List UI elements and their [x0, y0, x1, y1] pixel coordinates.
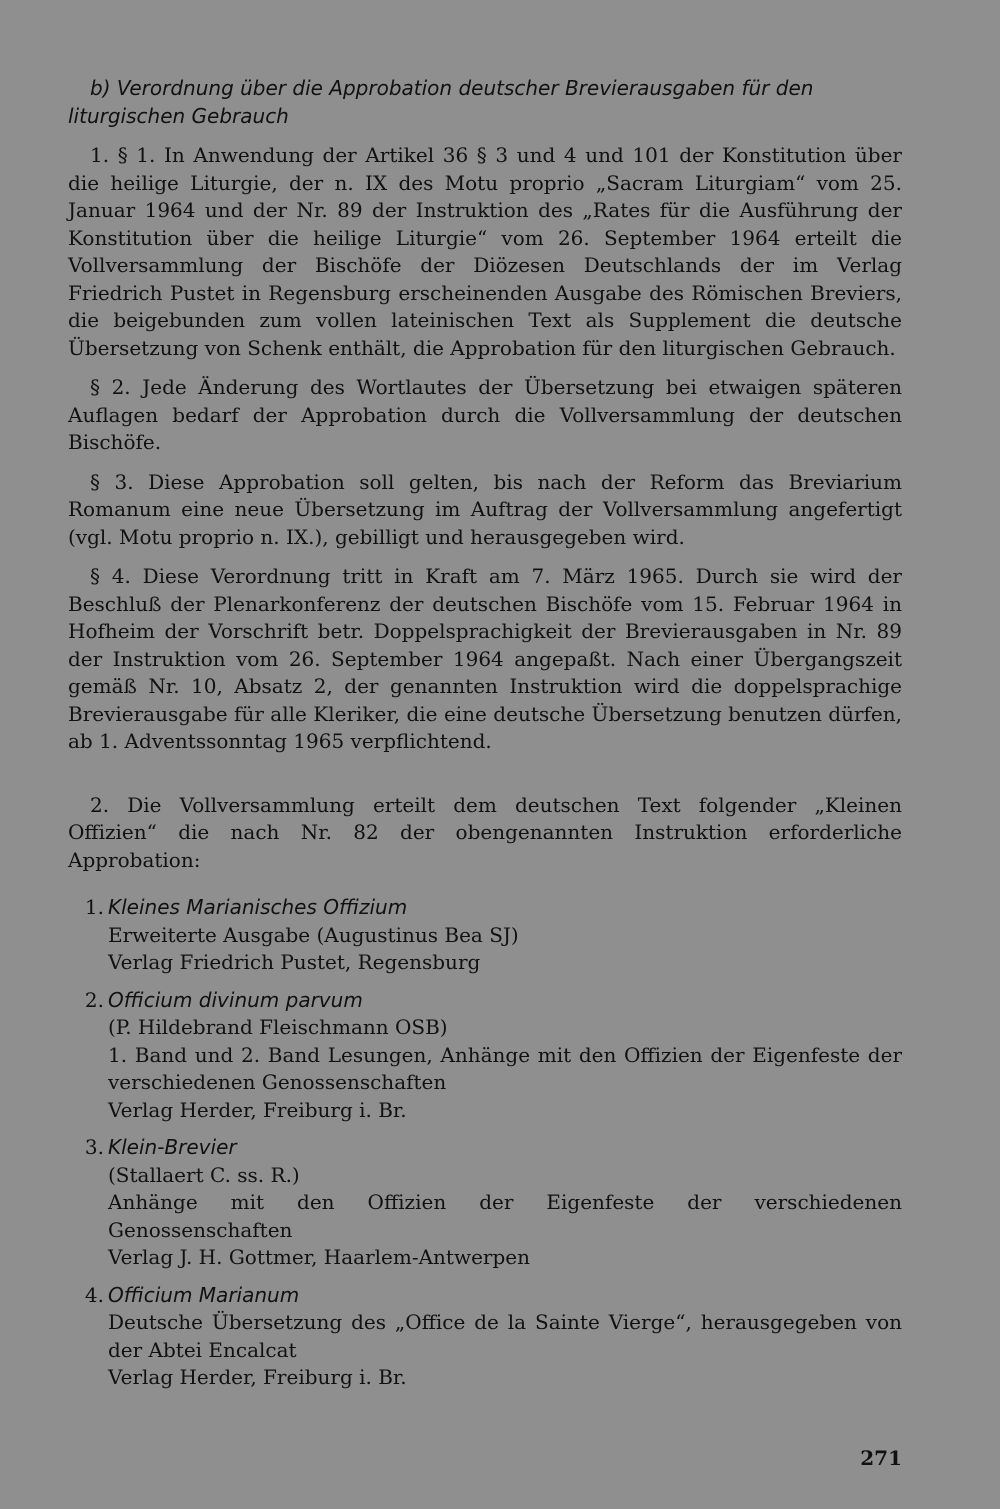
list-item-line: Erweiterte Ausgabe (Augustinus Bea SJ)	[108, 922, 519, 947]
list-item-line: Deutsche Übersetzung des „Office de la Sainte Vierge“, herausgegeben von der Abtei Encalcat	[108, 1310, 902, 1362]
paragraph-1: 1. § 1. In Anwendung der Artikel 36 § 3 und 4 und 101 der Konstitution über die heilige Liturgie, der n. IX des Motu proprio „Sacram Liturgiam“ vom 25. Januar 1964 und der Nr. 89 der Instruktion des „Rates für die Ausführung der Konstitution über die heilige Liturgie“ vom 26. September 1964 erteilt die Vollversammlung der Bischöfe der Diözesen Deutschlands der im Verlag Friedrich Pustet in Regensburg erscheinenden Ausgabe des Römischen Breviers, die beigebunden zum vollen lateinischen Text als Supplement die deutsche Übersetzung von Schenk enthält, die Approbation für den liturgischen Gebrauch.	[68, 143, 902, 360]
list-item-title: Officium divinum parvum	[108, 987, 363, 1012]
list-item-title: Officium Marianum	[108, 1282, 300, 1307]
approved-offices-list	[68, 894, 902, 1392]
list-item-line: (Stallaert C. ss. R.)	[108, 1162, 300, 1187]
list-item	[68, 1282, 902, 1392]
paragraph-2: § 2. Jede Änderung des Wortlautes der Übersetzung bei etwaigen späteren Auflagen bedarf der Approbation durch die Vollversammlung der deutschen Bischöfe.	[68, 375, 902, 454]
list-item-line: Verlag Friedrich Pustet, Regensburg	[108, 950, 481, 974]
list-item-number: 3.	[84, 1135, 104, 1159]
list-item-number: 1.	[84, 895, 104, 919]
paragraph-4: § 4. Diese Verordnung tritt in Kraft am 7. März 1965. Durch sie wird der Beschluß der Plenarkonferenz der deutschen Bischöfe vom 15. Februar 1964 in Hofheim der Vorschrift betr. Doppelsprachigkeit der Brevierausgaben in Nr. 89 der Instruktion vom 26. September 1964 angepaßt. Nach einer Übergangszeit gemäß Nr. 10, Absatz 2, der genannten Instruktion wird die doppelsprachige Brevierausgabe für alle Kleriker, die eine deutsche Übersetzung benutzen dürfen, ab 1. Adventssonntag 1965 verpflichtend.	[68, 564, 902, 753]
list-item-line: Verlag Herder, Freiburg i. Br.	[108, 1365, 407, 1389]
list-item	[68, 987, 902, 1125]
section-2-intro: 2. Die Vollversammlung erteilt dem deutschen Text folgender „Kleinen Offizien“ die nach Nr. 82 der obengenannten Instruktion erforderliche Approbation:	[68, 792, 902, 872]
list-item-number: 2.	[84, 987, 104, 1012]
paragraph-3: § 3. Diese Approbation soll gelten, bis nach der Reform das Breviarium Romanum eine neue Übersetzung im Auftrag der Vollversammlung angefertigt (vgl. Motu proprio n. IX.), gebilligt und herausgegeben wird.	[68, 469, 902, 549]
list-item	[68, 1134, 902, 1272]
document-page	[68, 74, 902, 1402]
list-item-line: Anhänge mit den Offizien der Eigenfeste der verschiedenen Genossenschaften	[108, 1190, 902, 1242]
list-item	[68, 894, 902, 977]
list-item-line: Verlag Herder, Freiburg i. Br.	[108, 1097, 407, 1122]
page-number: 271	[860, 1446, 902, 1470]
list-item-line: 1. Band und 2. Band Lesungen, Anhänge mit den Offizien der Eigenfeste der verschiedenen Genossenschaften	[108, 1042, 902, 1094]
list-item-title: Klein-Brevier	[108, 1135, 237, 1159]
list-item-title: Kleines Marianisches Offizium	[108, 895, 408, 919]
list-item-line: (P. Hildebrand Fleischmann OSB)	[108, 1015, 448, 1039]
list-item-number: 4.	[84, 1282, 104, 1307]
section-heading: b) Verordnung über die Approbation deutscher Brevierausgaben für den liturgischen Gebrauch	[68, 76, 814, 128]
list-item-line: Verlag J. H. Gottmer, Haarlem-Antwerpen	[108, 1245, 530, 1269]
